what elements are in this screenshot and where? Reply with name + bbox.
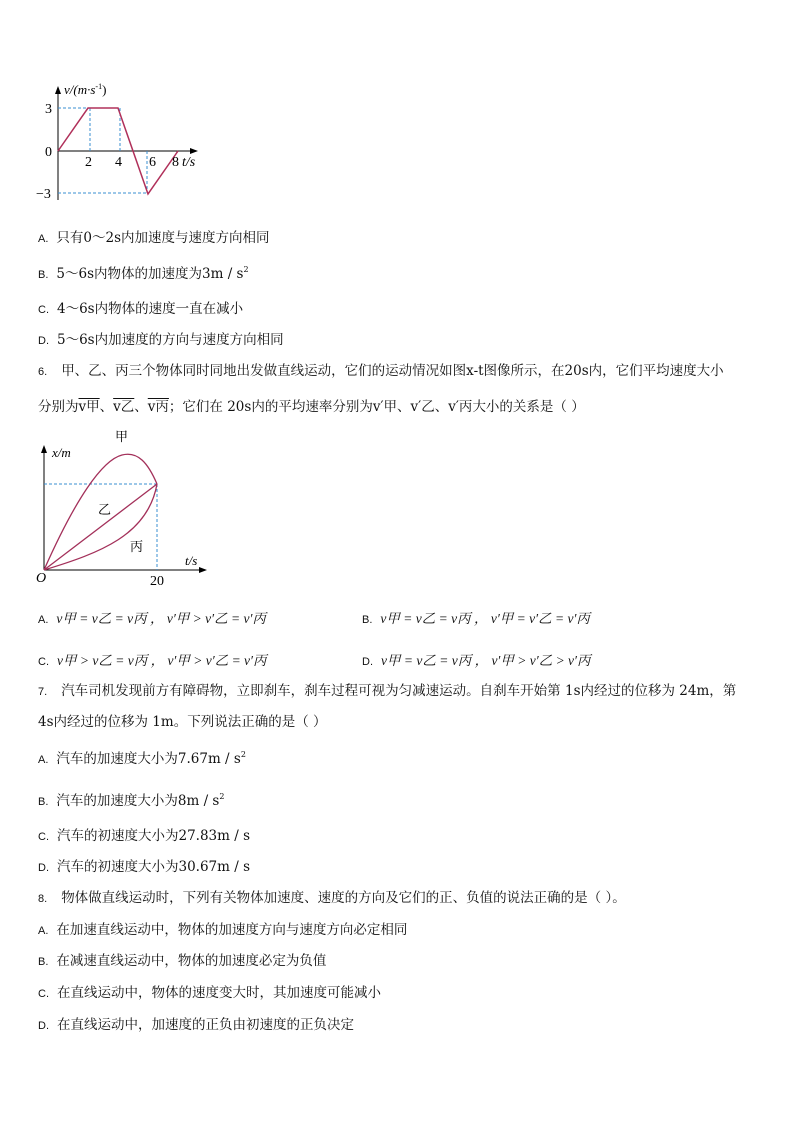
q7-option-a[interactable]: A. 汽车的加速度大小为$7.67m / s^2$ — [38, 750, 246, 767]
q8-option-c[interactable]: C. 在直线运动中，物体的速度变大时，其加速度可能减小 — [38, 985, 381, 1001]
q7-stem-line2: 4s内经过的位移为 1m。下列说法正确的是（ ） — [38, 714, 327, 730]
x-axis-arrow — [199, 567, 207, 573]
q7-option-c[interactable]: C. 汽车的初速度大小为27.83m / s — [38, 828, 251, 844]
q8-option-d[interactable]: D. 在直线运动中，加速度的正负由初速度的正负决定 — [38, 1017, 354, 1033]
q8-option-b[interactable]: B. 在减速直线运动中，物体的加速度必定为负值 — [38, 953, 327, 969]
x-tick-2: 2 — [85, 155, 92, 170]
q7-option-b[interactable]: B. 汽车的加速度大小为$8m / s^2$ — [38, 792, 225, 809]
q6-option-b[interactable]: B. v甲 = v乙 = v丙 ， v′甲 = v′乙 = v′丙 — [362, 611, 590, 626]
q5-option-c[interactable]: C. 4～6s内物体的速度一直在减小 — [38, 301, 244, 317]
x-axis-arrow — [190, 148, 198, 154]
q6-stem-line2: 分别为v甲、v乙、v丙；它们在 20s内的平均速率分别为v′甲、v′乙、v′丙大小的关系是（ ） — [38, 399, 585, 415]
x-axis-label: t/s — [182, 155, 196, 170]
q8-option-a[interactable]: A. 在加速直线运动中，物体的加速度方向与速度方向必定相同 — [38, 922, 408, 938]
origin-label: O — [36, 571, 47, 586]
q5-option-b[interactable]: B. 5～6s内物体的加速度为$3m / s^2$ — [38, 265, 249, 282]
q5-option-d[interactable]: D. 5～6s内加速度的方向与速度方向相同 — [38, 332, 284, 348]
line-yi — [44, 484, 157, 570]
q7-option-d[interactable]: D. 汽车的初速度大小为30.67m / s — [38, 859, 251, 875]
y-tick-neg3: −3 — [36, 187, 51, 202]
x-tick-8: 8 — [172, 155, 179, 170]
label-bing: 丙 — [130, 539, 144, 554]
q8-stem: 8. 物体做直线运动时，下列有关物体加速度、速度的方向及它们的正、负值的说法正确的是（ ）。 — [38, 890, 626, 906]
y-tick-0: 0 — [45, 145, 52, 160]
q6-option-d[interactable]: D. v甲 = v乙 = v丙 ， v′甲 > v′乙 > v′丙 — [362, 653, 591, 668]
label-yi: 乙 — [98, 502, 112, 517]
q6-option-a[interactable]: A. v甲 = v乙 = v丙 ， v′甲 > v′乙 = v′丙 — [38, 611, 266, 626]
x-tick-20: 20 — [150, 574, 164, 589]
displacement-time-chart — [30, 425, 220, 590]
velocity-time-chart — [30, 80, 220, 205]
y-axis-arrow — [41, 445, 47, 453]
x-axis-label: t/s — [185, 553, 198, 568]
x-tick-6: 6 — [149, 155, 156, 170]
y-tick-3: 3 — [45, 102, 52, 117]
label-jia: 甲 — [115, 429, 129, 444]
y-axis-label: $v/(m\cdot s^{-1})$ — [64, 82, 107, 97]
q5-option-a[interactable]: A. 只有0～2s内加速度与速度方向相同 — [38, 230, 270, 246]
x-tick-4: 4 — [115, 155, 122, 170]
y-axis-label: x/m — [52, 445, 71, 460]
q6-stem-line1: 6. 甲、乙、丙三个物体同时同地出发做直线运动，它们的运动情况如图x-t图像所示，在20s内，它们平均速度大小 — [38, 363, 724, 379]
q7-stem-line1: 7. 汽车司机发现前方有障碍物，立即刹车，刹车过程可视为匀减速运动。自刹车开始第 1s内经过的位移为 24m，第 — [38, 683, 737, 699]
q6-option-c[interactable]: C. v甲 > v乙 = v丙 ， v′甲 > v′乙 = v′丙 — [38, 653, 267, 668]
y-axis-arrow — [55, 86, 61, 94]
